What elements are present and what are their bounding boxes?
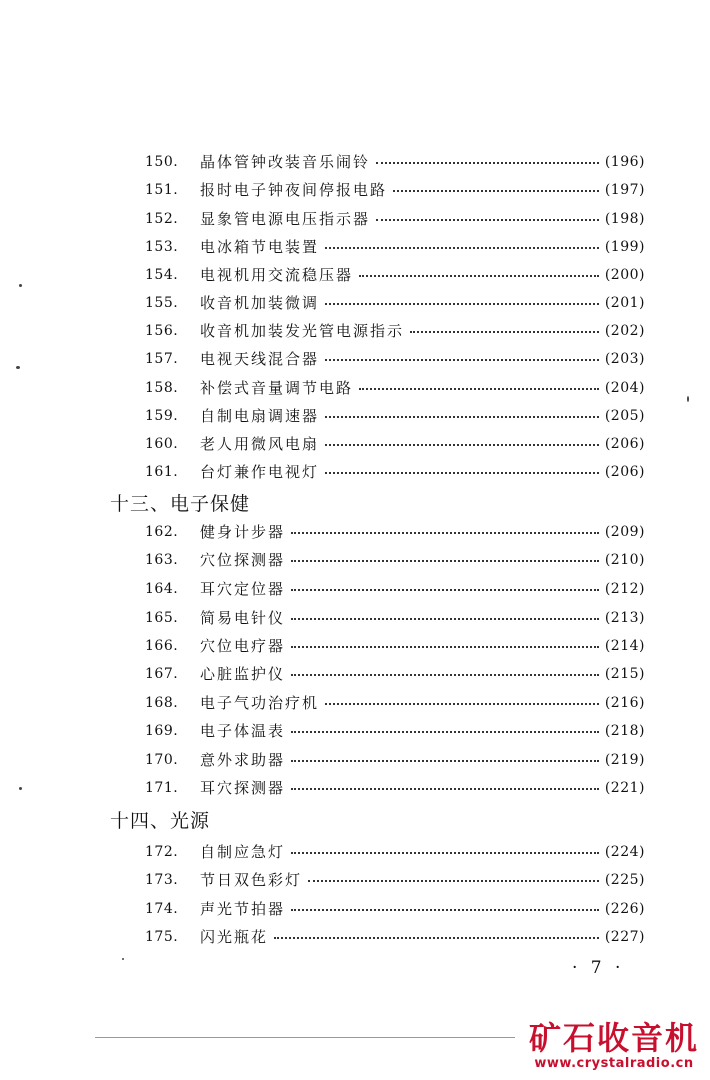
entry-page: (204)	[604, 380, 645, 396]
entry-title: 自制电扇调速器	[200, 407, 320, 425]
entry-title: 补偿式音量调节电路	[200, 379, 354, 397]
entry-page: (214)	[604, 638, 645, 654]
entry-title: 电子气功治疗机	[200, 694, 320, 712]
toc-entry	[145, 206, 645, 232]
toc-entry	[145, 747, 645, 773]
scan-speck	[122, 958, 124, 960]
toc-entry	[145, 519, 645, 545]
entry-page: (202)	[604, 323, 645, 339]
entry-page: (226)	[604, 901, 645, 917]
entry-page: (227)	[604, 929, 645, 945]
dot-leader	[325, 303, 599, 305]
entry-title: 收音机加装微调	[200, 294, 320, 312]
toc-entry	[145, 431, 645, 457]
dot-leader	[291, 760, 599, 762]
toc-entry	[145, 576, 645, 602]
entry-title: 意外求助器	[200, 751, 286, 769]
toc-entry	[145, 459, 645, 485]
toc-entry	[145, 547, 645, 573]
entry-number: 164.	[145, 581, 179, 597]
dot-leader	[325, 444, 599, 446]
entry-title: 耳穴探测器	[200, 779, 286, 797]
section-heading: 十四、光源	[110, 810, 211, 832]
entry-page: (213)	[604, 610, 645, 626]
entry-number: 160.	[145, 436, 179, 452]
entry-title: 穴位电疗器	[200, 637, 286, 655]
entry-number: 154.	[145, 267, 179, 283]
entry-number: 162.	[145, 524, 179, 540]
entry-title: 自制应急灯	[200, 843, 286, 861]
scan-speck	[16, 366, 20, 369]
toc-entry	[145, 718, 645, 744]
entry-number: 155.	[145, 295, 179, 311]
entry-page: (219)	[604, 752, 645, 768]
entry-number: 168.	[145, 695, 179, 711]
entry-page: (206)	[604, 464, 645, 480]
entry-page: (196)	[604, 154, 645, 170]
entry-title: 节日双色彩灯	[200, 871, 303, 889]
entry-number: 175.	[145, 929, 179, 945]
entry-number: 161.	[145, 464, 179, 480]
dot-leader	[393, 190, 599, 192]
entry-title: 健身计步器	[200, 523, 286, 541]
dot-leader	[376, 162, 599, 164]
toc-entry	[145, 775, 645, 801]
watermark	[524, 1020, 704, 1072]
entry-number: 150.	[145, 154, 179, 170]
toc-entry	[145, 605, 645, 631]
toc-entry	[145, 346, 645, 372]
dot-leader	[291, 560, 599, 562]
entry-page: (200)	[604, 267, 645, 283]
entry-title: 心脏监护仪	[200, 665, 286, 683]
entry-page: (215)	[604, 666, 645, 682]
dot-leader	[325, 416, 599, 418]
entry-title: 耳穴定位器	[200, 580, 286, 598]
entry-number: 157.	[145, 351, 179, 367]
dot-leader	[410, 331, 599, 333]
toc-entry	[145, 234, 645, 260]
entry-page: (212)	[604, 581, 645, 597]
entry-number: 169.	[145, 723, 179, 739]
toc-entry	[145, 690, 645, 716]
scan-line	[95, 1037, 515, 1038]
watermark-name: 矿石收音机	[528, 1019, 699, 1057]
entry-title: 电视天线混合器	[200, 350, 320, 368]
entry-title: 老人用微风电扇	[200, 435, 320, 453]
entry-page: (203)	[604, 351, 645, 367]
entry-page: (216)	[604, 695, 645, 711]
toc-entry	[145, 633, 645, 659]
dot-leader	[325, 472, 599, 474]
toc-entry	[145, 403, 645, 429]
watermark-url: www.crystalradio.cn	[534, 1056, 694, 1071]
dot-leader	[359, 388, 599, 390]
entry-number: 172.	[145, 844, 179, 860]
toc-entry	[145, 149, 645, 175]
dot-leader	[308, 880, 599, 882]
entry-number: 167.	[145, 666, 179, 682]
dot-leader	[291, 852, 599, 854]
toc-entry	[145, 375, 645, 401]
toc-entry	[145, 177, 645, 203]
entry-title: 晶体管钟改装音乐闹铃	[200, 153, 371, 171]
entry-page: (206)	[604, 436, 645, 452]
entry-title: 闪光瓶花	[200, 928, 269, 946]
dot-leader	[291, 674, 599, 676]
entry-title: 电视机用交流稳压器	[200, 266, 354, 284]
entry-number: 171.	[145, 780, 179, 796]
entry-number: 153.	[145, 239, 179, 255]
page-number: · 7 ·	[572, 958, 625, 978]
toc-entry	[145, 867, 645, 893]
entry-number: 166.	[145, 638, 179, 654]
dot-leader	[325, 247, 599, 249]
section-heading: 十三、电子保健	[110, 493, 251, 515]
dot-leader	[291, 589, 599, 591]
dot-leader	[291, 532, 599, 534]
toc-entry	[145, 262, 645, 288]
entry-number: 163.	[145, 552, 179, 568]
entry-page: (221)	[604, 780, 645, 796]
entry-title: 收音机加装发光管电源指示	[200, 322, 405, 340]
entry-page: (197)	[604, 182, 645, 198]
entry-page: (224)	[604, 844, 645, 860]
dot-leader	[359, 275, 599, 277]
entry-page: (210)	[604, 552, 645, 568]
dot-leader	[291, 909, 599, 911]
dot-leader	[325, 703, 599, 705]
entry-page: (205)	[604, 408, 645, 424]
entry-page: (198)	[604, 211, 645, 227]
toc-entry	[145, 896, 645, 922]
entry-number: 170.	[145, 752, 179, 768]
toc-entry	[145, 924, 645, 950]
entry-title: 电冰箱节电装置	[200, 238, 320, 256]
entry-number: 174.	[145, 901, 179, 917]
entry-page: (225)	[604, 872, 645, 888]
entry-title: 穴位探测器	[200, 551, 286, 569]
entry-page: (218)	[604, 723, 645, 739]
entry-number: 158.	[145, 380, 179, 396]
toc-entry	[145, 839, 645, 865]
entry-page: (199)	[604, 239, 645, 255]
entry-page: (201)	[604, 295, 645, 311]
entry-number: 152.	[145, 211, 179, 227]
dot-leader	[291, 618, 599, 620]
toc-entry	[145, 661, 645, 687]
toc-entry	[145, 318, 645, 344]
dot-leader	[274, 937, 599, 939]
entry-title: 台灯兼作电视灯	[200, 463, 320, 481]
dot-leader	[325, 359, 599, 361]
entry-title: 显象管电源电压指示器	[200, 210, 371, 228]
entry-title: 报时电子钟夜间停报电路	[200, 181, 388, 199]
toc-entry	[145, 290, 645, 316]
dot-leader	[291, 788, 599, 790]
entry-title: 电子体温表	[200, 722, 286, 740]
entry-number: 151.	[145, 182, 179, 198]
entry-number: 165.	[145, 610, 179, 626]
entry-page: (209)	[604, 524, 645, 540]
entry-number: 159.	[145, 408, 179, 424]
scan-speck	[687, 396, 689, 402]
scan-speck	[19, 787, 22, 790]
entry-number: 173.	[145, 872, 179, 888]
scan-speck	[19, 284, 22, 287]
dot-leader	[291, 731, 599, 733]
entry-number: 156.	[145, 323, 179, 339]
entry-title: 声光节拍器	[200, 900, 286, 918]
entry-title: 简易电针仪	[200, 609, 286, 627]
dot-leader	[291, 646, 599, 648]
dot-leader	[376, 219, 599, 221]
